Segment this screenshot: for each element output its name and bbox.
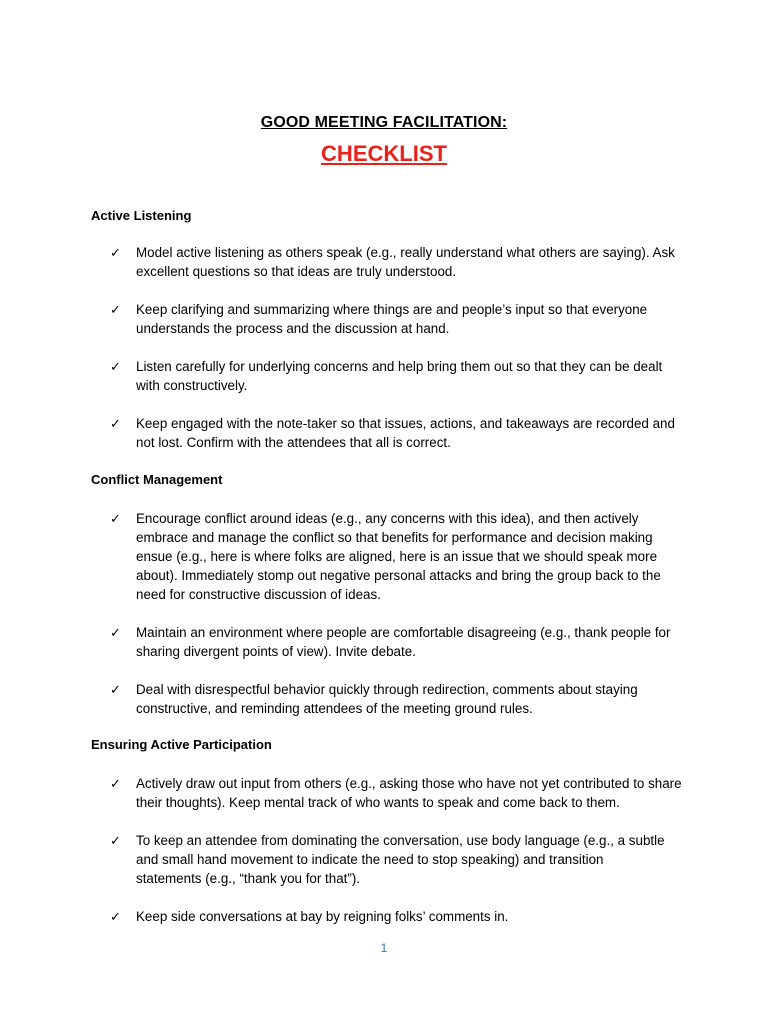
checklist-item-text: Maintain an environment where people are comfortable disagreeing (e.g., thank people for sharing divergent points of view). Invite debate.: [136, 625, 671, 659]
checklist-item: [110, 243, 680, 281]
checkmark-icon: ✓: [110, 302, 121, 317]
checklist-item-text: Encourage conflict around ideas (e.g., any concerns with this idea), and then actively embrace and manage the conflict so that benefits for performance and decision making ensue (e.g., here is where folks are aligned, here is an issue that we should speak more about). Immediately stomp out negative personal attacks and bring the group back to the need for constructive discussion of ideas.: [136, 511, 661, 602]
checkmark-icon: ✓: [110, 625, 121, 640]
checklist-item-text: Keep clarifying and summarizing where things are and people’s input so that everyone understands the process and the discussion at hand.: [136, 302, 648, 336]
checkmark-icon: ✓: [110, 909, 121, 924]
checklist-item-text: To keep an attendee from dominating the conversation, use body language (e.g., a subtle and small hand movement to indicate the need to stop speaking) and transition statements (e.g., “thank you for that”).: [136, 833, 665, 886]
checklist-item: [110, 357, 670, 395]
checkmark-icon: ✓: [110, 359, 121, 374]
checklist-item-text: Actively draw out input from others (e.g., asking those who have not yet contributed to share their thoughts). Keep mental track of who wants to speak and come back to them.: [136, 776, 682, 810]
checklist-item: [110, 907, 670, 926]
document-title: GOOD MEETING FACILITATION:: [260, 114, 508, 131]
checklist-item-text: Deal with disrespectful behavior quickly through redirection, comments about staying constructive, and reminding attendees of the meeting ground rules.: [136, 682, 638, 716]
checkmark-icon: ✓: [110, 416, 121, 431]
checklist-item: [110, 831, 670, 888]
checklist-item-text: Listen carefully for underlying concerns and help bring them out so that they can be dealt with constructively.: [136, 359, 663, 393]
checklist-item-text: Keep side conversations at bay by reigning folks’ comments in.: [136, 909, 509, 924]
checklist-item: [110, 414, 680, 452]
checkmark-icon: ✓: [110, 245, 121, 260]
checkmark-icon: ✓: [110, 682, 121, 697]
checklist-item: [110, 774, 682, 812]
checklist-item-text: Keep engaged with the note-taker so that issues, actions, and takeaways are recorded and not lost. Confirm with the attendees that all is correct.: [136, 416, 675, 450]
checklist-item-text: Model active listening as others speak (e.g., really understand what others are saying). Ask excellent questions so that ideas are truly understood.: [136, 245, 675, 279]
page-number: 1: [380, 941, 388, 955]
checklist-item: [110, 300, 680, 338]
checklist-item: [110, 509, 682, 604]
checkmark-icon: ✓: [110, 833, 121, 848]
section-heading-conflict-management: Conflict Management: [91, 472, 223, 487]
checklist-item: [110, 680, 676, 718]
document-subtitle: CHECKLIST: [321, 141, 447, 166]
section-heading-ensuring-active-participation: Ensuring Active Participation: [91, 737, 272, 752]
checklist-item: [110, 623, 682, 661]
section-heading-active-listening: Active Listening: [91, 208, 192, 223]
checkmark-icon: ✓: [110, 776, 121, 791]
checkmark-icon: ✓: [110, 511, 121, 526]
